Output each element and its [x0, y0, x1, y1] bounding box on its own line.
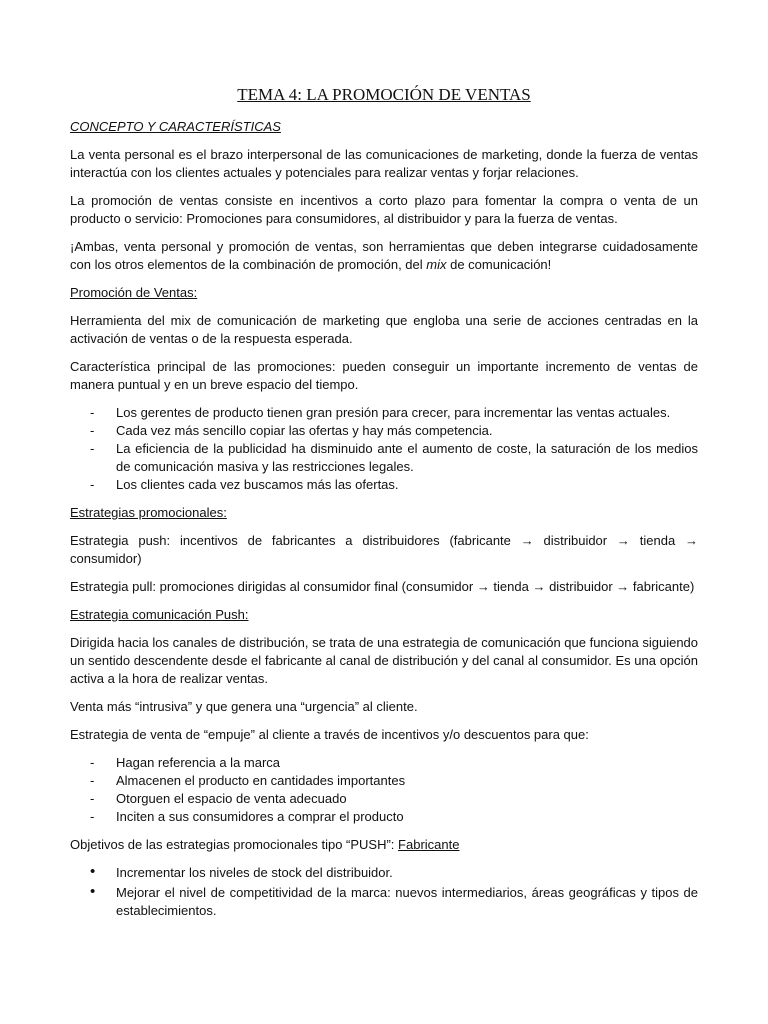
- document-page: [70, 84, 698, 922]
- paragraph-pull: [70, 578, 698, 596]
- text: : incentivos de fabricantes a distribuidores (fabricante → distribuidor → tienda → consumidor): [70, 533, 698, 566]
- text: : pueden conseguir un importante incremento de ventas de manera puntual y en un breve espacio del tiempo.: [70, 359, 698, 392]
- list-objetivos-empuje: [70, 754, 698, 826]
- italic-mix: mix: [426, 257, 447, 272]
- paragraph-objetivos: [70, 836, 698, 854]
- text: Objetivos de las estrategias promocionales tipo “PUSH”:: [70, 837, 399, 852]
- paragraph-venta-personal: La venta personal es el brazo interpersonal de las comunicaciones de marketing, donde la fuerza de ventas interactúa con los clientes actuales y potenciales para realizar ventas y forjar relaciones.: [70, 147, 698, 180]
- paragraph-push: [70, 532, 698, 568]
- text: : promociones dirigidas al consumidor final (consumidor → tienda → distribuidor → fabricante): [152, 579, 695, 594]
- heading-push: Estrategia comunicación Push:: [70, 607, 249, 622]
- paragraph-dirigida: Dirigida hacia los canales de distribución, se trata de una estrategia de comunicación que funciona siguiendo un sentido descendente desde el fabricante al canal de distribución y del canal al consumidor. Es una opción activa a la hora de realizar ventas.: [70, 635, 699, 686]
- paragraph-empuje: Estrategia de venta de “empuje” al cliente a través de incentivos y/o descuentos para que:: [70, 727, 589, 742]
- paragraph-herramienta: Herramienta del mix de comunicación de marketing que engloba una serie de acciones centradas en la activación de ventas o de la respuesta esperada.: [70, 313, 698, 346]
- list-item: - Los gerentes de producto tienen gran presión para crecer, para incrementar las ventas actuales.: [70, 404, 698, 422]
- text: ¡Ambas, venta personal y promoción de ventas, son herramientas que deben integrarse cuidadosamente con los otros elementos de la combinación de promoción, del: [70, 239, 698, 272]
- heading-promocion-ventas: Promoción de Ventas:: [70, 285, 198, 300]
- list-item: - Otorguen el espacio de venta adecuado: [70, 790, 698, 808]
- text: de comunicación!: [446, 257, 552, 272]
- section-subtitle: CONCEPTO Y CARACTERÍSTICAS: [70, 119, 281, 134]
- list-razones: [70, 404, 698, 494]
- caracteristica-lead: Característica principal de las promociones: [70, 359, 332, 374]
- page-title: TEMA 4: LA PROMOCIÓN DE VENTAS: [237, 85, 531, 104]
- paragraph-intrusiva: Venta más “intrusiva” y que genera una “urgencia” al cliente.: [70, 699, 418, 714]
- list-item: • Mejorar el nivel de competitividad de la marca: nuevos intermediarios, áreas geográficas y tipos de establecimientos.: [70, 884, 698, 920]
- list-item: - Almacenen el producto en cantidades importantes: [70, 772, 698, 790]
- list-item: - Inciten a sus consumidores a comprar el producto: [70, 808, 698, 826]
- list-item: - Los clientes cada vez buscamos más las ofertas.: [70, 476, 698, 494]
- list-item: - Cada vez más sencillo copiar las ofertas y hay más competencia.: [70, 422, 698, 440]
- heading-estrategias: Estrategias promocionales:: [70, 505, 227, 520]
- paragraph-ambas: [70, 238, 698, 274]
- paragraph-promocion-definicion: La promoción de ventas consiste en incentivos a corto plazo para fomentar la compra o venta de un producto o servicio: Promociones para consumidores, al distribuidor y para la fuerza de ventas.: [70, 193, 698, 226]
- paragraph-caracteristica: [70, 358, 698, 394]
- list-item: • Incrementar los niveles de stock del distribuidor.: [70, 864, 698, 882]
- list-objetivos-push: [70, 864, 698, 920]
- list-item: - Hagan referencia a la marca: [70, 754, 698, 772]
- push-lead: Estrategia push: [70, 533, 167, 548]
- fabricante-label: Fabricante: [398, 837, 460, 852]
- list-item: - La eficiencia de la publicidad ha disminuido ante el aumento de coste, la saturación de los medios de comunicación masiva y las restricciones legales.: [70, 440, 698, 476]
- pull-lead: Estrategia pull: [70, 579, 153, 594]
